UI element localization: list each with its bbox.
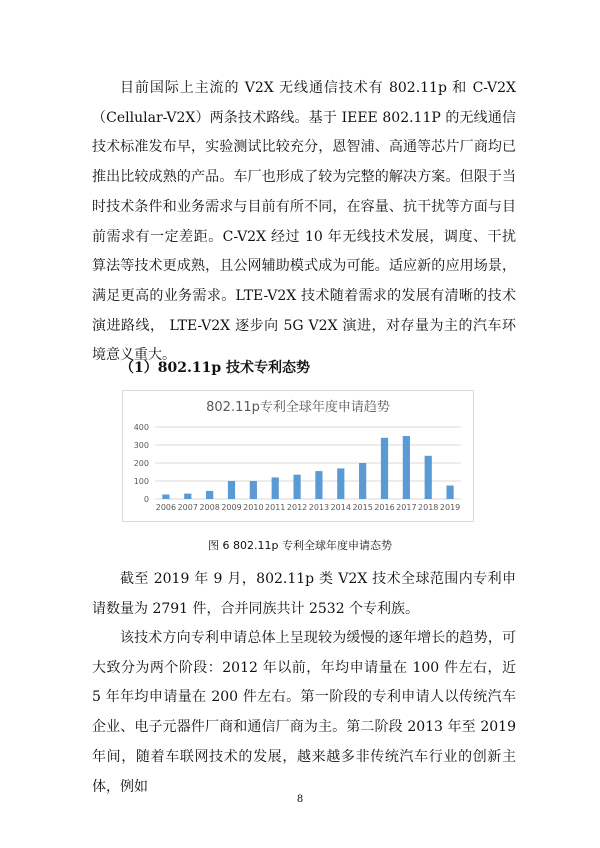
x-tick-label: 2011: [265, 503, 286, 512]
x-tick-label: 2006: [155, 503, 177, 512]
bar: [425, 456, 432, 499]
bar: [250, 481, 257, 499]
y-tick-label: 300: [133, 441, 149, 450]
bar: [381, 438, 388, 499]
x-tick-label: 2010: [243, 503, 264, 512]
y-tick-label: 400: [133, 423, 149, 432]
bar: [272, 477, 279, 499]
bar: [184, 494, 191, 499]
x-tick-label: 2008: [199, 503, 220, 512]
page-number: 8: [296, 794, 304, 805]
y-tick-label: 100: [133, 477, 149, 486]
x-tick-label: 2016: [374, 503, 395, 512]
bar: [162, 495, 169, 500]
bar: [206, 491, 213, 499]
x-tick-label: 2007: [177, 503, 198, 512]
chart-frame: [122, 390, 474, 522]
x-tick-label: 2017: [396, 503, 417, 512]
bar: [337, 468, 344, 499]
patent-count-paragraph: 截至 2019 年 9 月，802.11p 类 V2X 技术全球范围内专利申请数量为 2791 件，合并同族共计 2532 个专利族。: [92, 571, 516, 617]
bar: [359, 463, 366, 499]
trend-paragraph: 该技术方向专利申请总体上呈现较为缓慢的逐年增长的趋势，可大致分为两个阶段：2012 年以前，年均申请量在 100 件左右，近 5 年年均申请量在 200 件左右。第一阶段的专利申请人以传统汽车企业、电子元器件厂商和通信厂商为主。第二阶段 2013 年至 2019 年间，随着车联网技术的发展，越来越多非传统汽车行业的创新主体，例如: [92, 630, 516, 795]
x-tick-label: 2015: [352, 503, 373, 512]
bar: [293, 475, 300, 499]
x-tick-label: 2013: [308, 503, 330, 512]
chart-title: 802.11p专利全球年度申请趋势: [206, 400, 390, 415]
x-tick-label: 2014: [330, 503, 351, 512]
bar: [446, 486, 453, 500]
x-tick-label: 2009: [221, 503, 242, 512]
bar: [403, 436, 410, 499]
intro-paragraph: 目前国际上主流的 V2X 无线通信技术有 802.11p 和 C-V2X（Cellular-V2X）两条技术路线。基于 IEEE 802.11P 的无线通信技术标准发布早，实验测试比较充分，恩智浦、高通等芯片厂商均已推出比较成熟的产品。车厂也形成了较为完整的解决方案。但限于当时技术条件和业务需求与目前有所不同，在容量、抗干扰等方面与目前需求有一定差距。C-V2X 经过 10 年无线技术发展，调度、干扰算法等技术更成熟，且公网辅助模式成为可能。适应新的应用场景，满足更高的业务需求。LTE-V2X 技术随着需求的发展有清晰的技术演进路线， LTE-V2X 逐步向 5G V2X 演进，对存量为主的汽车环境意义重大。: [92, 80, 516, 364]
figure-caption: 图 6 802.11p 专利全球年度申请态势: [208, 539, 392, 552]
section-heading: （1）802.11p 技术专利态势: [120, 360, 310, 376]
x-tick-label: 2018: [418, 503, 439, 512]
y-tick-label: 0: [143, 495, 149, 504]
x-tick-label: 2012: [286, 503, 308, 512]
y-tick-label: 200: [133, 459, 149, 468]
bar: [228, 481, 235, 499]
bar: [315, 471, 322, 499]
x-tick-label: 2019: [439, 503, 461, 512]
bar-chart: [123, 391, 473, 521]
